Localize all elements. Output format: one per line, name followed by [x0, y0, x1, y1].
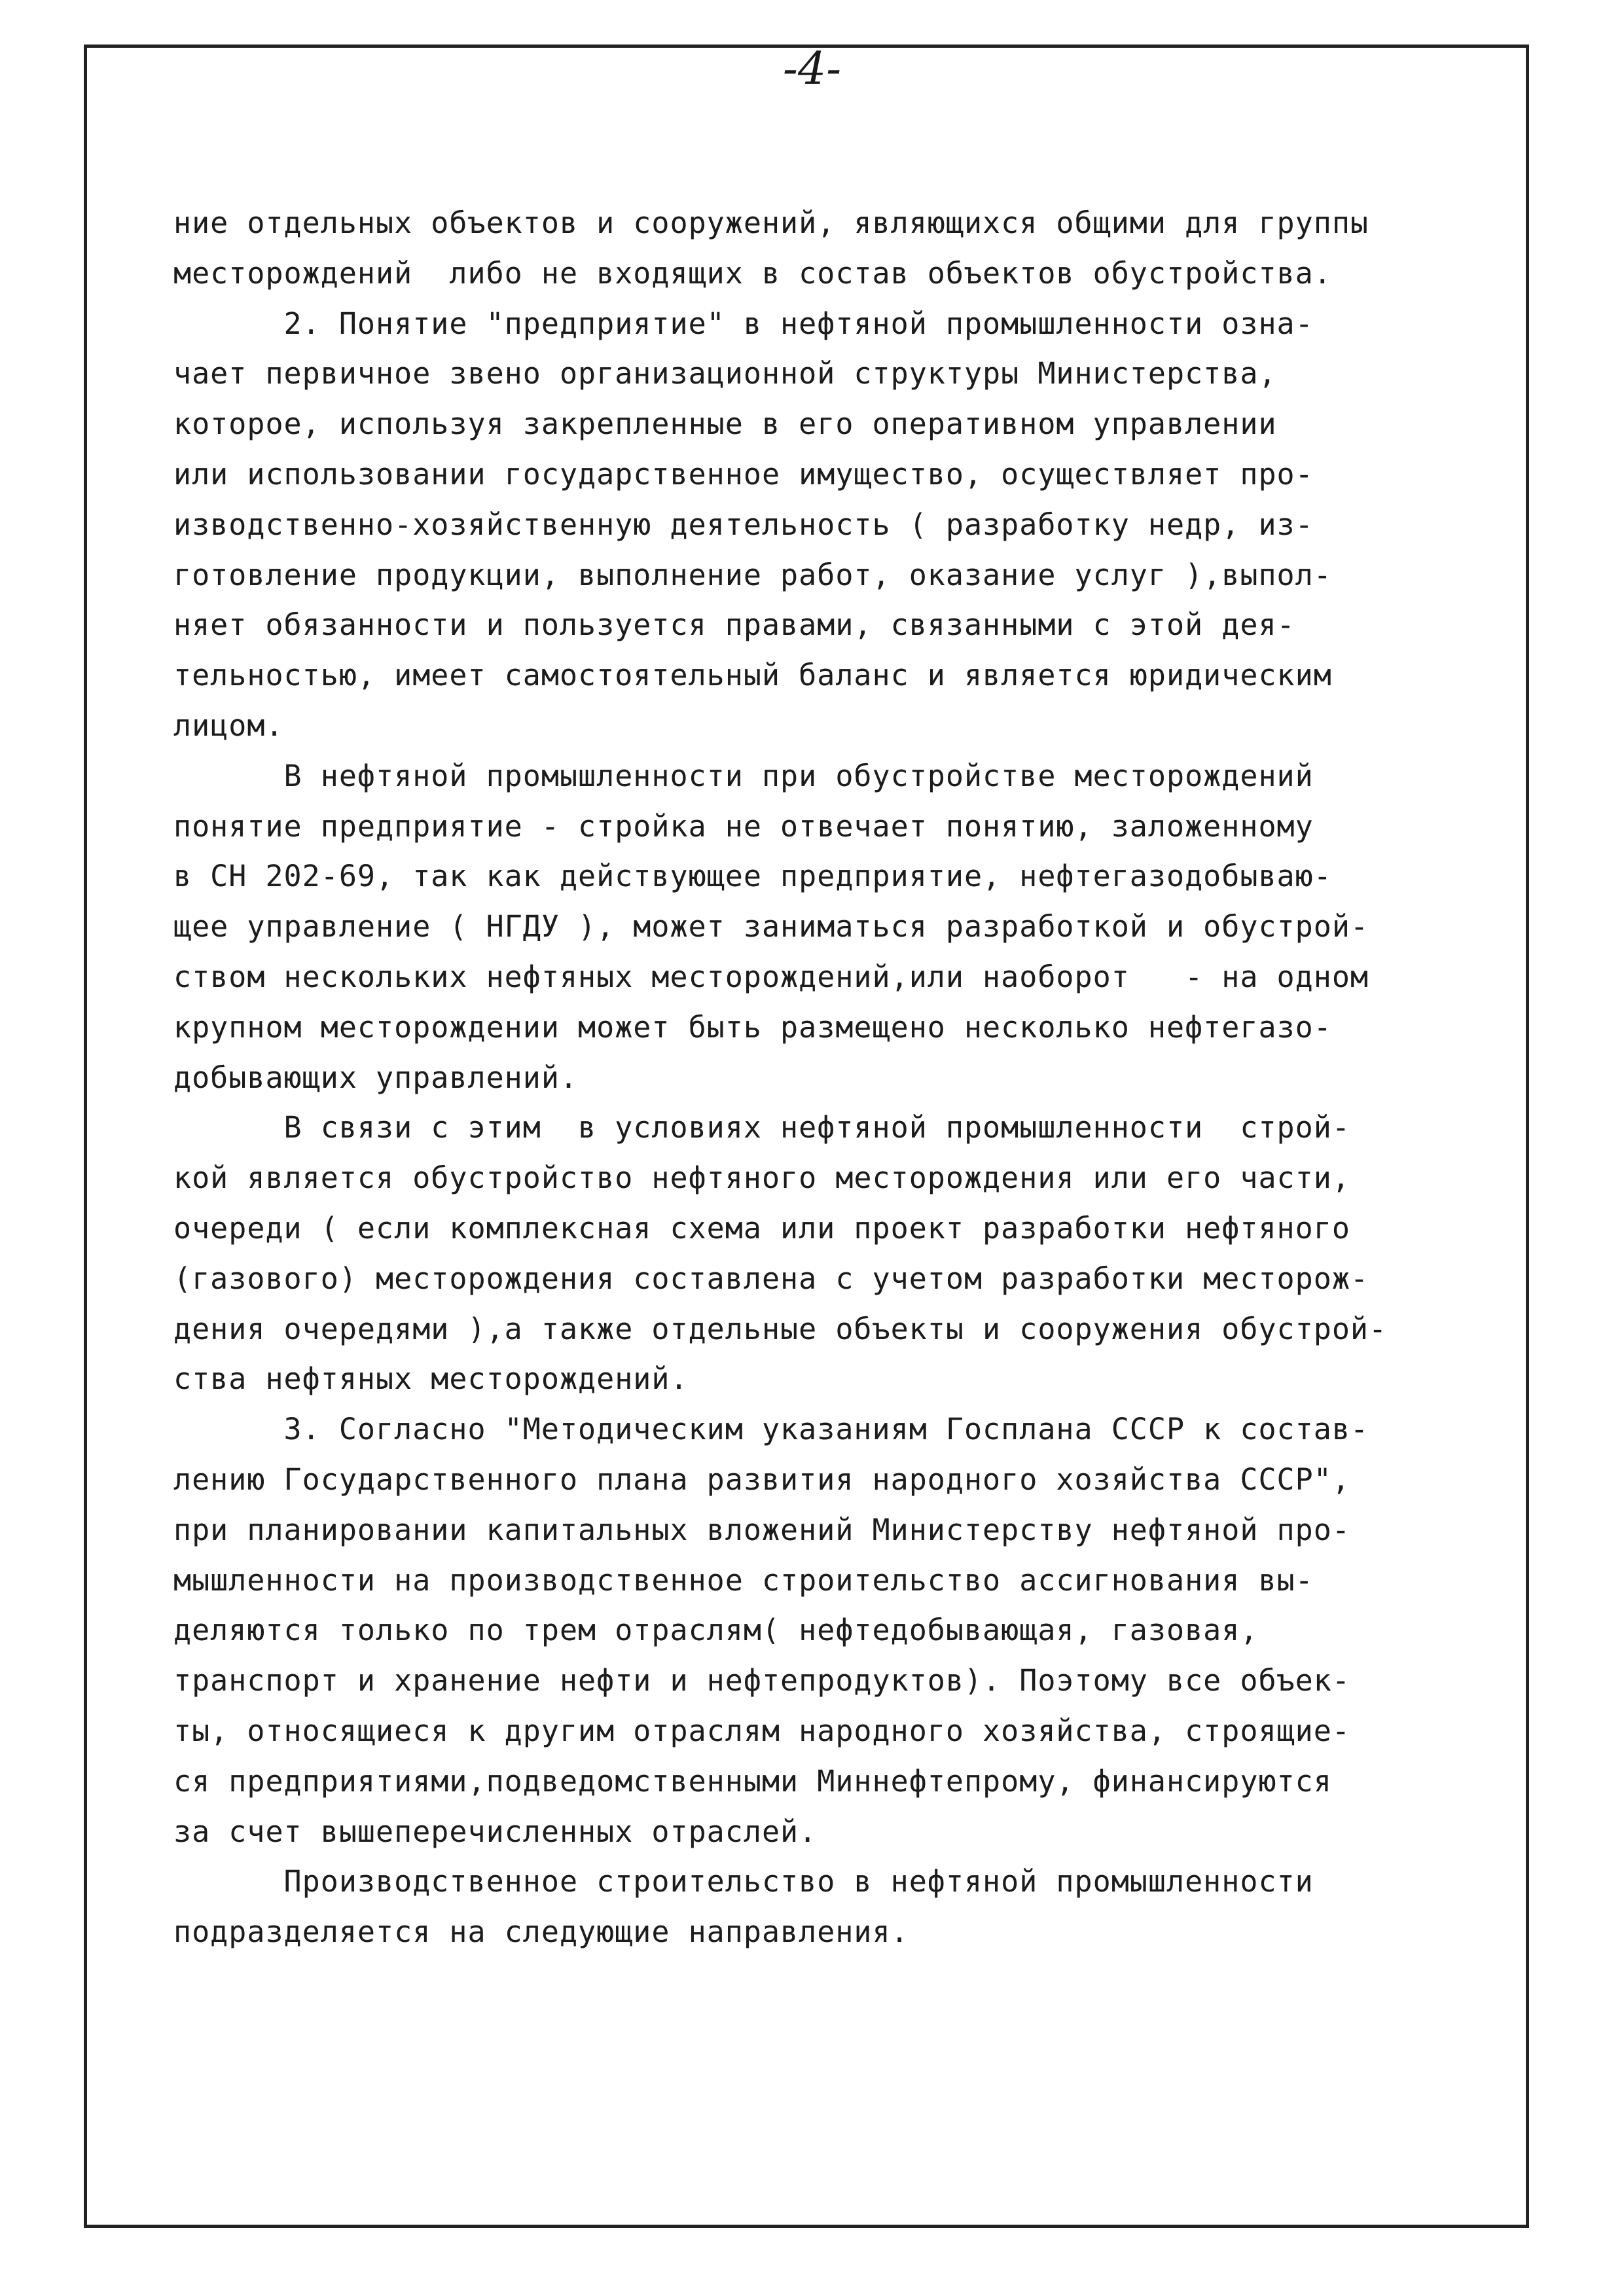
- text-line: няет обязанности и пользуется правами, связанными с этой дея-: [173, 607, 1295, 643]
- text-line: тельностью, имеет самостоятельный баланс и является юридическим: [173, 658, 1332, 693]
- text-line: лицом.: [173, 708, 284, 743]
- text-line: кой является обустройство нефтяного месторождения или его части,: [173, 1160, 1350, 1196]
- text-line: при планировании капитальных вложений Министерству нефтяной про-: [173, 1512, 1350, 1547]
- text-line: очереди ( если комплексная схема или проект разработки нефтяного: [173, 1210, 1350, 1246]
- text-line: которое, используя закрепленные в его оперативном управлении: [173, 406, 1277, 442]
- text-line: крупном месторождении может быть размещено несколько нефтегазо-: [173, 1009, 1332, 1045]
- text-line: ние отдельных объектов и сооружений, являющихся общими для группы: [173, 206, 1369, 240]
- text-line: Производственное строительство в нефтяной промышленности: [173, 1864, 1314, 1899]
- text-line: дения очередями ),а также отдельные объекты и сооружения обустрой-: [173, 1311, 1388, 1346]
- text-line: готовление продукции, выполнение работ, оказание услуг ),выпол-: [173, 557, 1332, 592]
- text-line: месторождений либо не входящих в состав объектов обустройства.: [173, 255, 1332, 291]
- text-line: в СН 202-69, так как действующее предприятие, нефтегазодобываю-: [173, 859, 1332, 894]
- text-line: ства нефтяных месторождений.: [173, 1361, 689, 1397]
- text-line: ся предприятиями,подведомственными Миннефтепрому, финансируются: [173, 1763, 1332, 1799]
- page-number: -4-: [782, 43, 842, 95]
- text-line: транспорт и хранение нефти и нефтепродуктов). Поэтому все объек-: [173, 1663, 1350, 1698]
- text-line: чает первичное звено организационной структуры Министерства,: [173, 356, 1277, 391]
- text-line: 2. Понятие "предприятие" в нефтяной промышленности озна-: [173, 306, 1314, 341]
- text-line: (газового) месторождения составлена с учетом разработки месторож-: [173, 1261, 1369, 1296]
- text-line: лению Государственного плана развития народного хозяйства СССР",: [173, 1462, 1350, 1497]
- text-line: понятие предприятие - стройка не отвечает понятию, заложенному: [173, 808, 1314, 844]
- text-line: В связи с этим в условиях нефтяной промышленности строй-: [173, 1110, 1350, 1145]
- text-line: 3. Согласно "Методическим указаниям Госплана СССР к состав-: [173, 1412, 1369, 1447]
- text-line: или использовании государственное имущество, осуществляет про-: [173, 456, 1314, 492]
- text-line: щее управление ( НГДУ ), может заниматься разработкой и обустрой-: [173, 909, 1369, 944]
- text-line: изводственно-хозяйственную деятельность ( разработку недр, из-: [173, 507, 1314, 542]
- text-line: подразделяется на следующие направления.: [173, 1914, 909, 1950]
- text-line: ством нескольких нефтяных месторождений,или наоборот - на одном: [173, 959, 1369, 994]
- text-line: мышленности на производственное строительство ассигнования вы-: [173, 1562, 1314, 1598]
- text-line: деляются только по трем отраслям( нефтедобывающая, газовая,: [173, 1613, 1259, 1648]
- text-line: добывающих управлений.: [173, 1060, 579, 1095]
- text-line: ты, относящиеся к другим отраслям народного хозяйства, строящие-: [173, 1713, 1350, 1748]
- text-line: за счет вышеперечисленных отраслей.: [173, 1814, 818, 1849]
- text-line: В нефтяной промышленности при обустройстве месторождений: [173, 758, 1314, 793]
- document-body: [173, 198, 1535, 1958]
